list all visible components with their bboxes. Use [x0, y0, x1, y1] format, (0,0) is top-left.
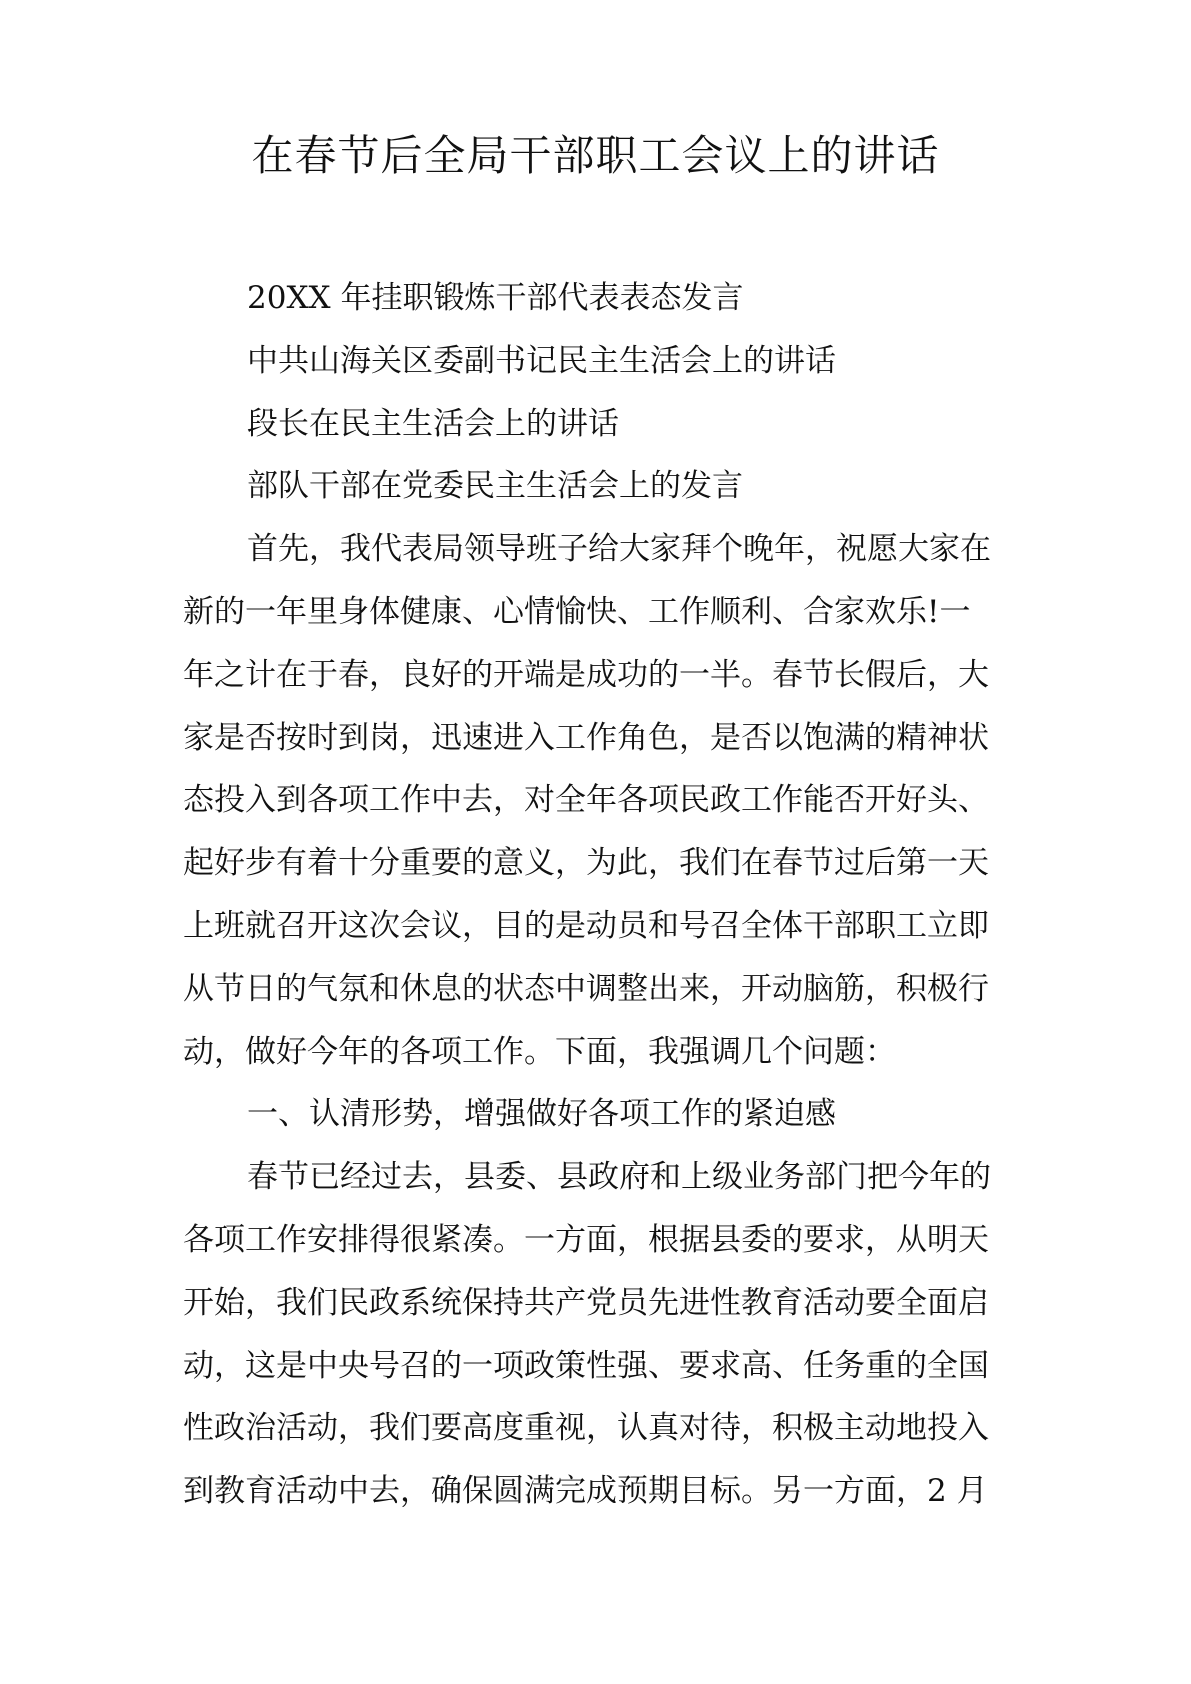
- related-title-2: 中共山海关区委副书记民主生活会上的讲话: [247, 342, 836, 379]
- paragraph-line: 春节已经过去，县委、县政府和上级业务部门把今年的: [247, 1159, 991, 1196]
- related-title-3: 段长在民主生活会上的讲话: [247, 405, 619, 442]
- paragraph-line: 从节日的气氛和休息的状态中调整出来，开动脑筋，积极行: [183, 970, 989, 1007]
- paragraph-line: 家是否按时到岗，迅速进入工作角色，是否以饱满的精神状: [183, 719, 989, 756]
- paragraph-line: 年之计在于春，良好的开端是成功的一半。春节长假后，大: [183, 656, 989, 693]
- related-title-4: 部队干部在党委民主生活会上的发言: [247, 468, 743, 505]
- paragraph-line: 到教育活动中去，确保圆满完成预期目标。另一方面，2 月: [183, 1473, 988, 1510]
- related-title-1: 20XX 年挂职锻炼干部代表表态发言: [247, 280, 744, 316]
- paragraph-line: 开始，我们民政系统保持共产党员先进性教育活动要全面启: [183, 1284, 989, 1321]
- section-heading: 一、认清形势，增强做好各项工作的紧迫感: [247, 1096, 836, 1133]
- paragraph-line: 上班就召开这次会议，目的是动员和号召全体干部职工立即: [183, 907, 989, 944]
- paragraph-line: 起好步有着十分重要的意义，为此，我们在春节过后第一天: [183, 845, 989, 882]
- paragraph-line: 新的一年里身体健康、心情愉快、工作顺利、合家欢乐!一: [183, 593, 971, 630]
- paragraph-line: 性政治活动，我们要高度重视，认真对待，积极主动地投入: [183, 1410, 989, 1447]
- document-title: 在春节后全局干部职工会议上的讲话: [251, 131, 940, 180]
- paragraph-line: 首先，我代表局领导班子给大家拜个晚年，祝愿大家在: [247, 531, 991, 568]
- paragraph-line: 动，这是中央号召的一项政策性强、要求高、任务重的全国: [183, 1347, 989, 1384]
- paragraph-line: 各项工作安排得很紧凑。一方面，根据县委的要求，从明天: [183, 1221, 989, 1258]
- document-body: [183, 267, 1033, 1523]
- paragraph-line: 动，做好今年的各项工作。下面，我强调几个问题：: [183, 1033, 896, 1070]
- paragraph-line: 态投入到各项工作中去，对全年各项民政工作能否开好头、: [183, 782, 989, 819]
